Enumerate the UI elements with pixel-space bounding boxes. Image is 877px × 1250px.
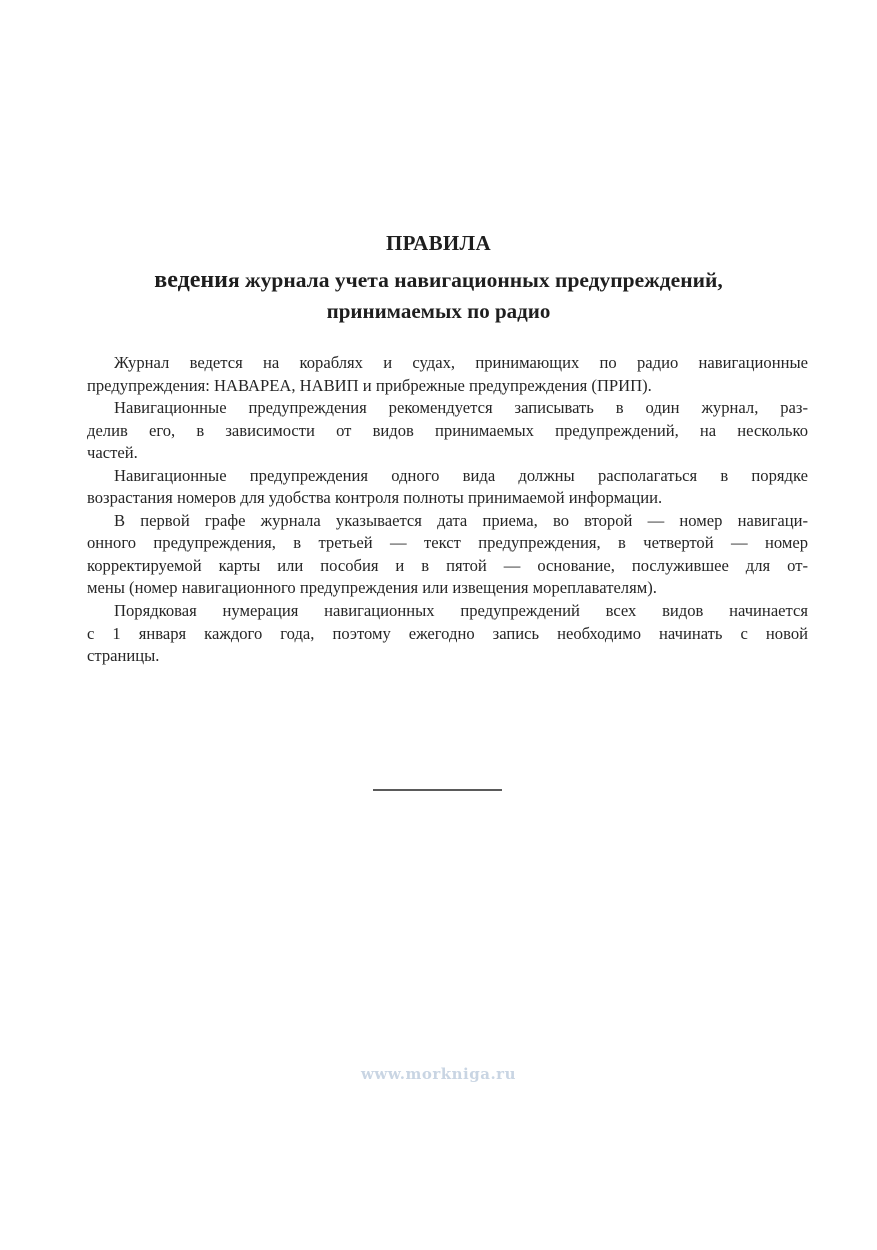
paragraph-line: страницы. <box>87 646 160 666</box>
paragraph-line: Порядковая нумерация навигационных предупреждений всех видов начинается <box>114 601 808 621</box>
document-subtitle-line-1 <box>0 267 877 294</box>
paragraph-line: В первой графе журнала указывается дата приема, во второй — номер навигаци- <box>114 510 808 530</box>
subtitle-rest: я журнала учета навигационных предупреждений, <box>228 268 723 292</box>
paragraph-line: Журнал ведется на кораблях и судах, принимающих по радио навигационные <box>114 353 808 372</box>
separator-rule <box>373 789 502 791</box>
watermark: www.morkniga.ru <box>361 1065 516 1083</box>
paragraph-line: корректируемой карты или пособия и в пятой — основание, послужившее для от- <box>87 555 808 575</box>
paragraph <box>87 600 808 668</box>
paragraph <box>87 352 808 397</box>
document-body <box>87 352 808 668</box>
paragraph-line: Навигационные предупреждения рекомендуется записывать в один журнал, раз- <box>114 398 808 418</box>
paragraph <box>87 465 808 510</box>
paragraph-line: Навигационные предупреждения одного вида должны располагаться в порядке <box>114 465 808 485</box>
paragraph <box>87 510 808 600</box>
paragraph-line: мены (номер навигационного предупреждения или извещения мореплавателям). <box>87 578 657 598</box>
paragraph <box>87 397 808 465</box>
paragraph-line: онного предупреждения, в третьей — текст предупреждения, в четвертой — номер <box>87 533 808 553</box>
paragraph-line: предупреждения: НАВАРЕА, НАВИП и прибрежные предупреждения (ПРИП). <box>87 375 652 395</box>
paragraph-line: делив его, в зависимости от видов принимаемых предупреждений, на несколько <box>87 420 808 440</box>
paragraph-line: частей. <box>87 443 138 463</box>
subtitle-prefix: ведени <box>154 267 229 293</box>
document-subtitle-line-2: принимаемых по радио <box>326 299 551 323</box>
paragraph-line: возрастания номеров для удобства контроля полноты принимаемой информации. <box>87 488 663 508</box>
document-title: ПРАВИЛА <box>386 231 491 255</box>
paragraph-line: с 1 января каждого года, поэтому ежегодно запись необходимо начинать с новой <box>87 623 808 643</box>
